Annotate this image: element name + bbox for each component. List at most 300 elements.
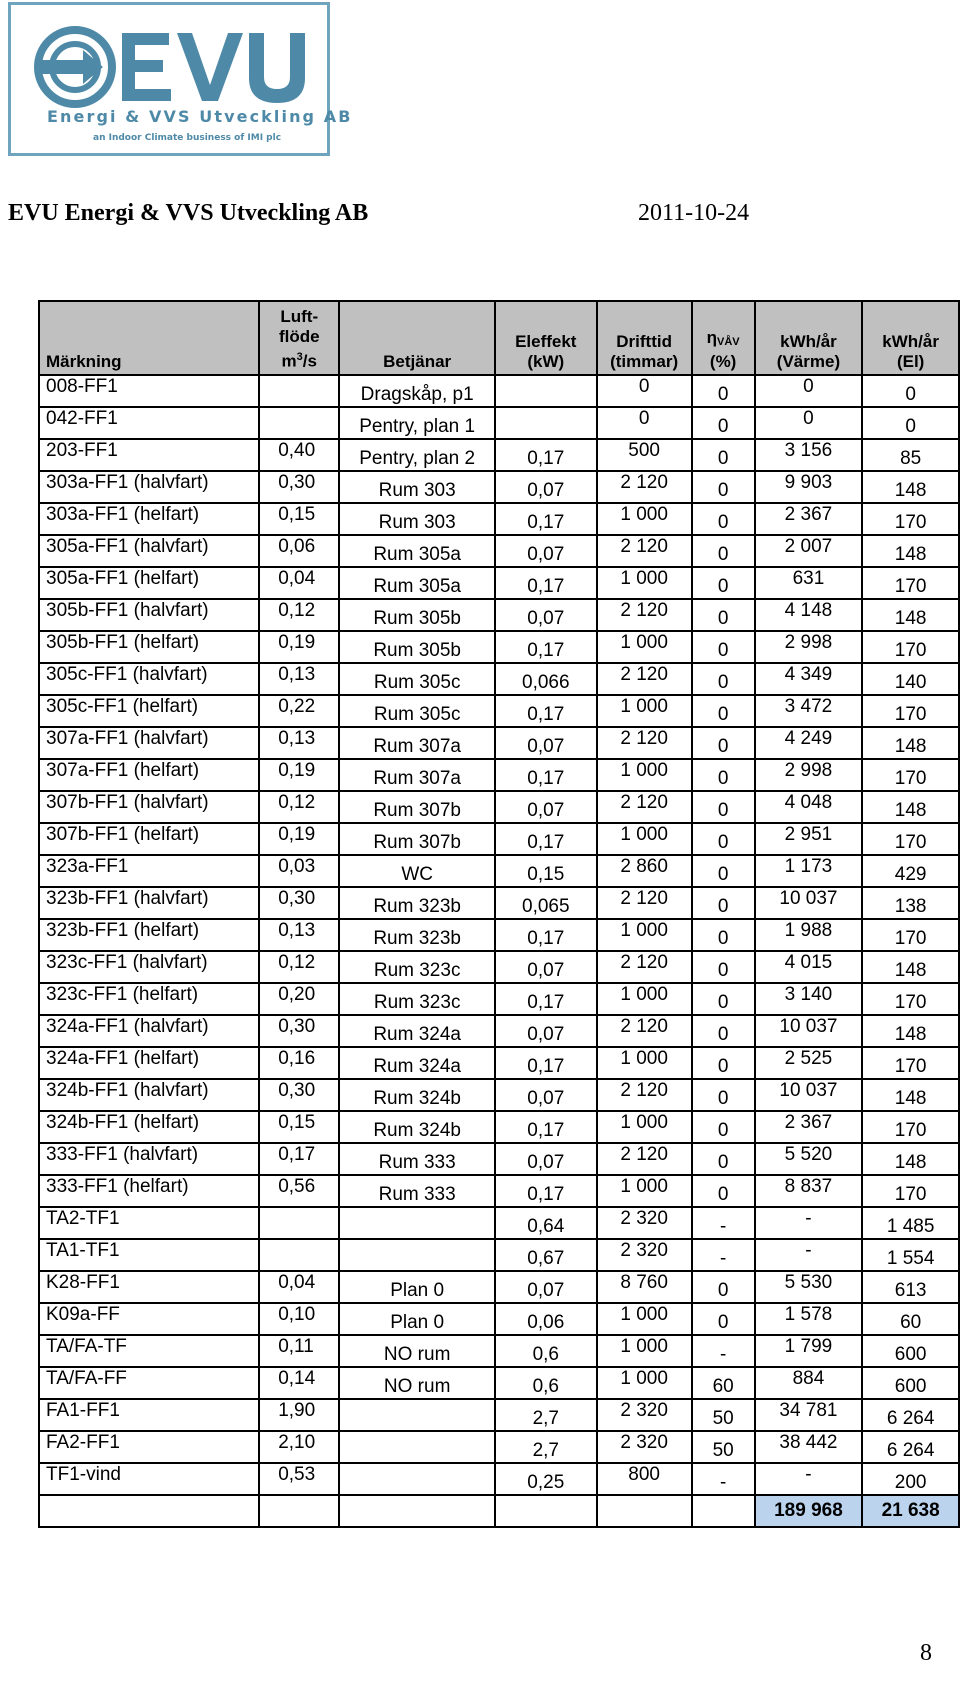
cell-serves: Rum 323b [339,919,495,951]
cell-serves: Rum 324a [339,1015,495,1047]
cell-airflow: 0,12 [259,599,339,631]
cell-efficiency: 0 [692,631,755,663]
cell-heat-kwh: 2 007 [755,535,863,567]
cell-power [495,407,597,439]
cell-el-kwh: 6 264 [862,1399,959,1431]
cell-airflow: 1,90 [259,1399,339,1431]
cell-serves: NO rum [339,1335,495,1367]
cell-el-kwh: 138 [862,887,959,919]
cell-serves: Rum 305a [339,535,495,567]
cell-marking: K28-FF1 [39,1271,259,1303]
cell-power: 0,17 [495,1175,597,1207]
cell-serves: Rum 307b [339,823,495,855]
cell-heat-kwh: 10 037 [755,1015,863,1047]
cell-el-kwh: 148 [862,1015,959,1047]
cell-efficiency: 0 [692,1111,755,1143]
header-heat-energy: kWh/år (Värme) [755,301,863,375]
cell-heat-kwh: 5 520 [755,1143,863,1175]
cell-el-kwh: 200 [862,1463,959,1495]
header-heat-recovery-efficiency: $\eta_{VÅV}$ (%) [692,301,755,375]
header-serves: Betjänar [339,301,495,375]
logo-subtagline: an Indoor Climate business of IMI plc [93,133,282,143]
cell-hours: 0 [597,375,692,407]
cell-heat-kwh: 3 156 [755,439,863,471]
cell-hours: 2 120 [597,951,692,983]
cell-heat-kwh: 0 [755,407,863,439]
cell-marking: 303a-FF1 (halvfart) [39,471,259,503]
cell-hours: 2 120 [597,727,692,759]
table-row [39,791,959,823]
cell-hours: 800 [597,1463,692,1495]
cell-airflow: 0,15 [259,503,339,535]
total-electricity-kwh: 21 638 [862,1495,959,1527]
cell-heat-kwh: - [755,1239,863,1271]
cell-hours: 2 120 [597,1143,692,1175]
table-cell [495,1495,597,1527]
cell-power: 0,17 [495,919,597,951]
cell-efficiency: 0 [692,1079,755,1111]
cell-hours: 2 320 [597,1431,692,1463]
cell-marking: 305b-FF1 (helfart) [39,631,259,663]
cell-el-kwh: 170 [862,919,959,951]
cell-efficiency: 0 [692,951,755,983]
table-row [39,407,959,439]
cell-el-kwh: 148 [862,1143,959,1175]
cell-serves: NO rum [339,1367,495,1399]
logo-tagline: Energi & VVS Utveckling AB [47,107,353,126]
table-row [39,983,959,1015]
document-date: 2011-10-24 [638,200,750,226]
cell-hours: 1 000 [597,1047,692,1079]
cell-power: 0,07 [495,471,597,503]
cell-marking: FA1-FF1 [39,1399,259,1431]
cell-marking: 305c-FF1 (halvfart) [39,663,259,695]
cell-marking: 323b-FF1 (halvfart) [39,887,259,919]
table-row [39,1143,959,1175]
cell-airflow: 0,12 [259,791,339,823]
cell-hours: 2 120 [597,535,692,567]
cell-efficiency: 0 [692,983,755,1015]
cell-power: 0,17 [495,1047,597,1079]
cell-power: 0,065 [495,887,597,919]
cell-heat-kwh: 0 [755,375,863,407]
cell-power: 0,06 [495,1303,597,1335]
cell-serves: Rum 305b [339,599,495,631]
cell-serves: Rum 324a [339,1047,495,1079]
cell-el-kwh: 148 [862,791,959,823]
cell-heat-kwh: - [755,1207,863,1239]
cell-marking: 323c-FF1 (halvfart) [39,951,259,983]
cell-power: 2,7 [495,1431,597,1463]
cell-heat-kwh: 631 [755,567,863,599]
table-cell [259,1495,339,1527]
table-row [39,1271,959,1303]
cell-el-kwh: 613 [862,1271,959,1303]
cell-power: 0,17 [495,983,597,1015]
cell-airflow: 0,19 [259,759,339,791]
cell-hours: 2 120 [597,887,692,919]
cell-heat-kwh: 10 037 [755,887,863,919]
cell-airflow: 0,17 [259,1143,339,1175]
totals-row [39,1495,959,1527]
cell-el-kwh: 170 [862,567,959,599]
total-heat-kwh: 189 968 [755,1495,863,1527]
cell-efficiency: 0 [692,887,755,919]
cell-el-kwh: 170 [862,823,959,855]
table-cell [39,1495,259,1527]
table-row [39,1463,959,1495]
cell-heat-kwh: 4 015 [755,951,863,983]
cell-heat-kwh: 5 530 [755,1271,863,1303]
cell-heat-kwh: 8 837 [755,1175,863,1207]
cell-marking: FA2-FF1 [39,1431,259,1463]
cell-power: 0,066 [495,663,597,695]
table-row [39,1335,959,1367]
cell-airflow: 0,14 [259,1367,339,1399]
cell-el-kwh: 148 [862,471,959,503]
table-row [39,1207,959,1239]
table-row [39,1111,959,1143]
cell-serves: Plan 0 [339,1303,495,1335]
cell-hours: 2 120 [597,599,692,631]
cell-serves: Plan 0 [339,1271,495,1303]
cell-marking: 323a-FF1 [39,855,259,887]
header-operating-hours: Drifttid (timmar) [597,301,692,375]
table-row [39,631,959,663]
cell-hours: 2 320 [597,1207,692,1239]
table-cell [597,1495,692,1527]
cell-hours: 1 000 [597,1335,692,1367]
cell-hours: 2 120 [597,791,692,823]
cell-marking: 307b-FF1 (halvfart) [39,791,259,823]
table-row [39,1431,959,1463]
cell-serves: Rum 303 [339,471,495,503]
cell-marking: K09a-FF [39,1303,259,1335]
table-row [39,759,959,791]
cell-efficiency: 0 [692,791,755,823]
cell-serves: Rum 323c [339,983,495,1015]
cell-heat-kwh: 1 988 [755,919,863,951]
cell-serves: Rum 305b [339,631,495,663]
cell-el-kwh: 429 [862,855,959,887]
cell-efficiency: 0 [692,727,755,759]
cell-hours: 1 000 [597,1175,692,1207]
table-row [39,1175,959,1207]
cell-heat-kwh: - [755,1463,863,1495]
table-row [39,599,959,631]
cell-heat-kwh: 3 140 [755,983,863,1015]
cell-heat-kwh: 2 525 [755,1047,863,1079]
cell-el-kwh: 148 [862,599,959,631]
cell-el-kwh: 600 [862,1367,959,1399]
cell-el-kwh: 60 [862,1303,959,1335]
table-row [39,823,959,855]
cell-airflow: 0,56 [259,1175,339,1207]
cell-serves: Rum 305c [339,695,495,727]
table-row [39,503,959,535]
cell-el-kwh: 6 264 [862,1431,959,1463]
cell-airflow: 0,40 [259,439,339,471]
cell-power [495,375,597,407]
cell-efficiency: 0 [692,695,755,727]
cell-heat-kwh: 884 [755,1367,863,1399]
table-row [39,855,959,887]
cell-power: 0,67 [495,1239,597,1271]
cell-efficiency: 0 [692,375,755,407]
cell-serves [339,1207,495,1239]
cell-power: 0,07 [495,535,597,567]
cell-power: 0,15 [495,855,597,887]
cell-efficiency: - [692,1207,755,1239]
cell-efficiency: 0 [692,503,755,535]
cell-efficiency: 0 [692,823,755,855]
cell-el-kwh: 170 [862,695,959,727]
cell-efficiency: 0 [692,855,755,887]
cell-hours: 1 000 [597,695,692,727]
cell-serves: Rum 333 [339,1143,495,1175]
table-row [39,567,959,599]
cell-efficiency: 0 [692,535,755,567]
table-cell [339,1495,495,1527]
cell-efficiency: 0 [692,1015,755,1047]
cell-heat-kwh: 38 442 [755,1431,863,1463]
cell-heat-kwh: 2 998 [755,759,863,791]
cell-power: 0,17 [495,1111,597,1143]
cell-power: 0,07 [495,1143,597,1175]
cell-el-kwh: 140 [862,663,959,695]
cell-heat-kwh: 3 472 [755,695,863,727]
cell-efficiency: 0 [692,663,755,695]
cell-efficiency: 0 [692,471,755,503]
cell-power: 0,17 [495,759,597,791]
cell-el-kwh: 0 [862,375,959,407]
cell-heat-kwh: 10 037 [755,1079,863,1111]
cell-airflow: 0,11 [259,1335,339,1367]
table-row [39,1079,959,1111]
cell-airflow [259,1207,339,1239]
cell-efficiency: 50 [692,1399,755,1431]
cell-hours: 0 [597,407,692,439]
cell-el-kwh: 148 [862,727,959,759]
table-row [39,375,959,407]
cell-marking: 305a-FF1 (halvfart) [39,535,259,567]
cell-heat-kwh: 4 249 [755,727,863,759]
table-row [39,1367,959,1399]
cell-power: 0,07 [495,1015,597,1047]
cell-marking: 307a-FF1 (helfart) [39,759,259,791]
cell-heat-kwh: 4 048 [755,791,863,823]
cell-heat-kwh: 2 951 [755,823,863,855]
table-row [39,439,959,471]
cell-power: 0,17 [495,439,597,471]
cell-marking: 324a-FF1 (helfart) [39,1047,259,1079]
cell-airflow: 0,10 [259,1303,339,1335]
table-row [39,1047,959,1079]
cell-efficiency: 0 [692,1143,755,1175]
ventilation-energy-table [38,300,960,1528]
table-cell [692,1495,755,1527]
cell-serves: Rum 307b [339,791,495,823]
table-row [39,887,959,919]
cell-serves [339,1239,495,1271]
cell-power: 0,07 [495,1079,597,1111]
table-row [39,1399,959,1431]
cell-serves: Rum 307a [339,727,495,759]
cell-el-kwh: 1 485 [862,1207,959,1239]
table-row [39,695,959,727]
cell-heat-kwh: 4 349 [755,663,863,695]
cell-marking: TF1-vind [39,1463,259,1495]
table-row [39,951,959,983]
cell-marking: 042-FF1 [39,407,259,439]
cell-efficiency: 0 [692,1175,755,1207]
cell-hours: 2 320 [597,1239,692,1271]
cell-el-kwh: 170 [862,983,959,1015]
cell-efficiency: 0 [692,567,755,599]
cell-heat-kwh: 1 799 [755,1335,863,1367]
cell-airflow: 0,16 [259,1047,339,1079]
cell-el-kwh: 170 [862,1047,959,1079]
cell-serves: WC [339,855,495,887]
cell-marking: 324b-FF1 (halvfart) [39,1079,259,1111]
cell-hours: 1 000 [597,503,692,535]
cell-serves: Rum 305a [339,567,495,599]
cell-marking: 305b-FF1 (halvfart) [39,599,259,631]
cell-hours: 1 000 [597,823,692,855]
cell-el-kwh: 170 [862,503,959,535]
cell-efficiency: 0 [692,439,755,471]
cell-airflow: 0,04 [259,1271,339,1303]
cell-power: 0,17 [495,503,597,535]
cell-efficiency: 60 [692,1367,755,1399]
cell-hours: 2 120 [597,471,692,503]
cell-airflow: 0,30 [259,887,339,919]
cell-serves [339,1431,495,1463]
cell-serves: Rum 323c [339,951,495,983]
cell-marking: 323b-FF1 (helfart) [39,919,259,951]
cell-serves: Pentry, plan 1 [339,407,495,439]
cell-hours: 1 000 [597,919,692,951]
cell-power: 0,07 [495,599,597,631]
cell-hours: 1 000 [597,1303,692,1335]
cell-airflow: 0,30 [259,471,339,503]
cell-el-kwh: 0 [862,407,959,439]
cell-marking: 307a-FF1 (halvfart) [39,727,259,759]
cell-airflow: 0,13 [259,663,339,695]
cell-marking: 307b-FF1 (helfart) [39,823,259,855]
cell-marking: TA1-TF1 [39,1239,259,1271]
cell-efficiency: 0 [692,407,755,439]
cell-efficiency: - [692,1239,755,1271]
cell-power: 0,17 [495,631,597,663]
cell-hours: 1 000 [597,759,692,791]
cell-el-kwh: 148 [862,1079,959,1111]
cell-airflow: 0,06 [259,535,339,567]
cell-heat-kwh: 2 998 [755,631,863,663]
table-row [39,663,959,695]
table-row [39,471,959,503]
header-electric-energy: kWh/år (El) [862,301,959,375]
cell-airflow: 0,19 [259,823,339,855]
cell-hours: 2 860 [597,855,692,887]
cell-airflow: 0,03 [259,855,339,887]
cell-marking: 323c-FF1 (helfart) [39,983,259,1015]
cell-airflow: 0,30 [259,1015,339,1047]
cell-efficiency: - [692,1335,755,1367]
table-row [39,535,959,567]
header-airflow: Luft- flöde $m^3/s$ [259,301,339,375]
cell-power: 0,25 [495,1463,597,1495]
cell-serves: Rum 303 [339,503,495,535]
cell-serves [339,1463,495,1495]
cell-power: 0,07 [495,727,597,759]
cell-heat-kwh: 4 148 [755,599,863,631]
cell-heat-kwh: 34 781 [755,1399,863,1431]
cell-el-kwh: 148 [862,535,959,567]
cell-marking: 203-FF1 [39,439,259,471]
cell-el-kwh: 600 [862,1335,959,1367]
cell-airflow: 0,22 [259,695,339,727]
cell-airflow: 0,19 [259,631,339,663]
cell-heat-kwh: 9 903 [755,471,863,503]
cell-marking: 008-FF1 [39,375,259,407]
cell-hours: 2 120 [597,663,692,695]
cell-airflow: 0,15 [259,1111,339,1143]
cell-serves: Rum 333 [339,1175,495,1207]
table-row [39,1015,959,1047]
cell-marking: TA/FA-TF [39,1335,259,1367]
cell-efficiency: 0 [692,1047,755,1079]
cell-marking: 305a-FF1 (helfart) [39,567,259,599]
cell-hours: 2 320 [597,1399,692,1431]
cell-power: 0,07 [495,1271,597,1303]
cell-airflow: 0,13 [259,727,339,759]
cell-serves: Rum 323b [339,887,495,919]
cell-el-kwh: 170 [862,1111,959,1143]
cell-el-kwh: 1 554 [862,1239,959,1271]
cell-heat-kwh: 2 367 [755,1111,863,1143]
cell-power: 0,07 [495,951,597,983]
cell-marking: TA/FA-FF [39,1367,259,1399]
cell-serves: Rum 324b [339,1079,495,1111]
cell-hours: 1 000 [597,1367,692,1399]
table-row [39,1303,959,1335]
cell-heat-kwh: 1 578 [755,1303,863,1335]
cell-el-kwh: 170 [862,759,959,791]
cell-airflow: 0,20 [259,983,339,1015]
cell-efficiency: - [692,1463,755,1495]
evu-logo-mark [11,5,327,153]
cell-el-kwh: 148 [862,951,959,983]
cell-efficiency: 0 [692,599,755,631]
cell-marking: 303a-FF1 (helfart) [39,503,259,535]
cell-serves: Rum 307a [339,759,495,791]
cell-power: 0,07 [495,791,597,823]
cell-heat-kwh: 2 367 [755,503,863,535]
cell-serves: Pentry, plan 2 [339,439,495,471]
cell-power: 0,17 [495,823,597,855]
cell-hours: 1 000 [597,1111,692,1143]
cell-airflow: 0,04 [259,567,339,599]
cell-marking: 333-FF1 (helfart) [39,1175,259,1207]
cell-efficiency: 0 [692,1271,755,1303]
cell-hours: 2 120 [597,1015,692,1047]
cell-marking: TA2-TF1 [39,1207,259,1239]
cell-hours: 1 000 [597,567,692,599]
header-marking: Märkning [39,301,259,375]
cell-power: 0,64 [495,1207,597,1239]
table-header-row [39,301,959,375]
